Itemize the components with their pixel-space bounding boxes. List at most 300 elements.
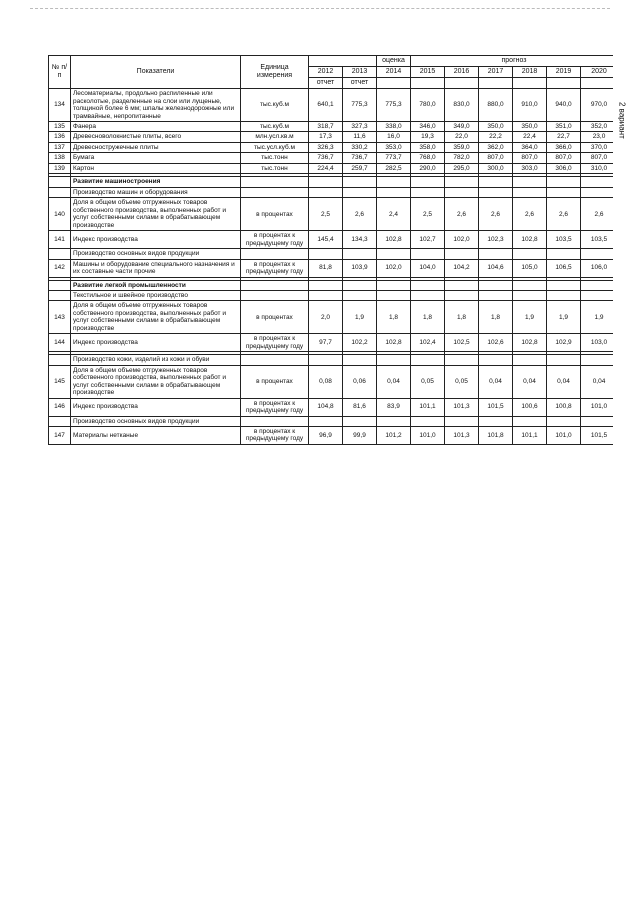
row-value [581,249,614,259]
row-value: 104,0 [411,259,445,277]
row-value: 364,0 [513,142,547,152]
row-value: 295,0 [445,163,479,173]
row-value: 103,5 [547,231,581,249]
table-row [49,89,614,122]
table-row [49,132,614,142]
row-unit: тыс.тонн [241,163,309,173]
row-indicator: Индекс производства [71,231,241,249]
row-value: 22,2 [479,132,513,142]
row-value: 16,0 [377,132,411,142]
table-row [49,153,614,163]
row-value: 775,3 [343,89,377,122]
row-number: 134 [49,89,71,122]
row-indicator: Машины и оборудование специального назначения и их составные части прочие [71,259,241,277]
table-row [49,249,614,259]
row-value: 22,4 [513,132,547,142]
row-value [343,290,377,300]
row-value: 773,7 [377,153,411,163]
row-value: 102,0 [445,231,479,249]
row-value: 351,0 [547,122,581,132]
row-unit: млн.усл.кв.м [241,132,309,142]
row-value: 2,4 [377,198,411,231]
row-unit [241,249,309,259]
row-value: 224,4 [309,163,343,173]
row-number: 143 [49,301,71,334]
row-indicator: Производство основных видов продукции [71,249,241,259]
row-value: 807,0 [581,153,614,163]
row-value: 0,04 [581,365,614,398]
table-row [49,142,614,152]
row-indicator: Производство кожи, изделий из кожи и обуви [71,355,241,365]
row-value [411,280,445,290]
row-value: 318,7 [309,122,343,132]
row-value: 100,6 [513,398,547,416]
header-year-sub [581,78,614,89]
row-value [547,280,581,290]
row-unit [241,416,309,426]
row-value: 358,0 [411,142,445,152]
row-value: 17,3 [309,132,343,142]
row-value: 0,05 [445,365,479,398]
row-value [547,249,581,259]
row-value: 350,0 [479,122,513,132]
row-value [445,290,479,300]
row-number [49,355,71,365]
row-unit: в процентах к предыдущему году [241,334,309,352]
row-value: 1,9 [581,301,614,334]
row-value: 22,0 [445,132,479,142]
row-value: 807,0 [479,153,513,163]
row-number [49,177,71,187]
row-value: 102,3 [479,231,513,249]
row-value: 101,5 [581,427,614,445]
header-year: 2019 [547,67,581,78]
header-year: 2018 [513,67,547,78]
row-value: 1,8 [377,301,411,334]
row-value: 1,9 [343,301,377,334]
row-number: 142 [49,259,71,277]
row-value: 96,9 [309,427,343,445]
row-value [309,290,343,300]
row-value: 1,8 [479,301,513,334]
row-value [513,355,547,365]
row-value: 780,0 [411,89,445,122]
table-row [49,198,614,231]
row-value: 940,0 [547,89,581,122]
table-row [49,163,614,173]
row-value [479,290,513,300]
row-value: 326,3 [309,142,343,152]
top-divider [30,8,610,9]
row-value: 104,8 [309,398,343,416]
row-value [513,187,547,197]
row-value: 103,5 [581,231,614,249]
row-value: 880,0 [479,89,513,122]
row-value: 102,8 [377,334,411,352]
row-value: 640,1 [309,89,343,122]
row-number: 141 [49,231,71,249]
row-value: 306,0 [547,163,581,173]
row-value [513,177,547,187]
header-no: № п/п [49,56,71,89]
row-value [581,280,614,290]
row-value: 282,5 [377,163,411,173]
row-unit [241,355,309,365]
row-value: 11,6 [343,132,377,142]
row-value: 101,3 [445,398,479,416]
row-value [479,249,513,259]
row-value: 101,1 [411,398,445,416]
row-number: 145 [49,365,71,398]
row-value: 2,5 [411,198,445,231]
row-value [377,249,411,259]
row-value: 362,0 [479,142,513,152]
row-number: 146 [49,398,71,416]
row-value: 145,4 [309,231,343,249]
row-value: 102,4 [411,334,445,352]
row-value: 102,9 [547,334,581,352]
row-value: 102,8 [377,231,411,249]
row-value: 105,0 [513,259,547,277]
row-value: 310,0 [581,163,614,173]
row-value: 0,04 [479,365,513,398]
row-indicator: Древесноволокнистые плиты, всего [71,132,241,142]
row-value: 102,8 [513,231,547,249]
row-indicator: Индекс производства [71,334,241,352]
header-year: 2020 [581,67,614,78]
row-value: 910,0 [513,89,547,122]
row-value: 100,8 [547,398,581,416]
table-row [49,398,614,416]
row-value: 830,0 [445,89,479,122]
row-value: 101,0 [411,427,445,445]
row-unit: в процентах [241,365,309,398]
header-year-sub: отчет [309,78,343,89]
row-value: 81,8 [309,259,343,277]
row-value [547,187,581,197]
table-wrapper [48,55,613,887]
row-value [411,249,445,259]
row-value: 23,0 [581,132,614,142]
row-value: 0,04 [377,365,411,398]
row-value: 2,6 [445,198,479,231]
row-value [581,177,614,187]
row-value: 259,7 [343,163,377,173]
row-value [309,187,343,197]
row-number: 135 [49,122,71,132]
table-row [49,259,614,277]
row-value [513,249,547,259]
row-value: 83,9 [377,398,411,416]
row-value [581,290,614,300]
row-value [479,177,513,187]
row-value: 768,0 [411,153,445,163]
row-value: 775,3 [377,89,411,122]
row-value: 102,6 [479,334,513,352]
row-value [377,187,411,197]
table-row [49,334,614,352]
row-value [411,177,445,187]
row-value: 349,0 [445,122,479,132]
row-value [377,355,411,365]
row-value: 102,7 [411,231,445,249]
header-year: 2013 [343,67,377,78]
row-number: 147 [49,427,71,445]
header-unit: Единица измерения [241,56,309,89]
row-indicator: Производство машин и оборудования [71,187,241,197]
row-value: 81,6 [343,398,377,416]
row-value [411,290,445,300]
row-unit: тыс.куб.м [241,89,309,122]
header-year: 2015 [411,67,445,78]
row-value: 134,3 [343,231,377,249]
row-value: 101,0 [581,398,614,416]
forecast-table [48,55,613,445]
row-number [49,249,71,259]
variant-label: 2 вариант [617,101,627,139]
row-number: 139 [49,163,71,173]
row-value: 352,0 [581,122,614,132]
row-value: 101,3 [445,427,479,445]
row-value: 101,1 [513,427,547,445]
row-indicator: Доля в общем объеме отгруженных товаров собственного производства, выполненных работ и услуг собственными силами в обрабатывающем производстве [71,198,241,231]
row-value [343,416,377,426]
header-year: 2012 [309,67,343,78]
table-row [49,290,614,300]
row-value: 303,0 [513,163,547,173]
row-value [479,416,513,426]
row-value: 2,6 [547,198,581,231]
row-value: 2,6 [343,198,377,231]
row-number: 144 [49,334,71,352]
row-value: 19,3 [411,132,445,142]
row-indicator: Фанера [71,122,241,132]
row-value: 103,9 [343,259,377,277]
table-row [49,122,614,132]
header-year-sub: отчет [343,78,377,89]
row-value: 0,06 [343,365,377,398]
row-unit [241,290,309,300]
header-year: 2016 [445,67,479,78]
row-value: 2,6 [513,198,547,231]
row-unit [241,280,309,290]
row-value [445,280,479,290]
header-blank [309,56,377,67]
row-value: 101,0 [547,427,581,445]
row-indicator: Индекс производства [71,398,241,416]
row-unit: тыс.усл.куб.м [241,142,309,152]
row-number: 140 [49,198,71,231]
row-value [309,249,343,259]
row-unit: в процентах к предыдущему году [241,231,309,249]
table-row [49,355,614,365]
row-value [377,290,411,300]
header-year-sub [513,78,547,89]
row-value: 101,5 [479,398,513,416]
row-value: 346,0 [411,122,445,132]
table-row [49,301,614,334]
row-value: 807,0 [547,153,581,163]
row-value: 102,2 [343,334,377,352]
row-value: 0,04 [513,365,547,398]
row-indicator: Производство основных видов продукции [71,416,241,426]
row-value: 338,0 [377,122,411,132]
row-unit: тыс.куб.м [241,122,309,132]
row-value: 970,0 [581,89,614,122]
row-value: 0,05 [411,365,445,398]
row-value [445,249,479,259]
row-value: 736,7 [309,153,343,163]
row-unit: в процентах к предыдущему году [241,398,309,416]
row-value: 101,2 [377,427,411,445]
row-value [377,416,411,426]
row-value [445,355,479,365]
row-value [343,355,377,365]
row-unit [241,177,309,187]
table-row [49,427,614,445]
row-indicator: Картон [71,163,241,173]
row-value: 22,7 [547,132,581,142]
row-value [309,177,343,187]
header-year-sub [411,78,445,89]
row-indicator: Доля в общем объеме отгруженных товаров собственного производства, выполненных работ и услуг собственными силами в обрабатывающем производстве [71,365,241,398]
row-value: 1,8 [445,301,479,334]
row-value [343,249,377,259]
row-value: 807,0 [513,153,547,163]
row-value [377,177,411,187]
row-value: 1,9 [513,301,547,334]
row-value: 736,7 [343,153,377,163]
header-estimate: оценка [377,56,411,67]
row-value [513,280,547,290]
row-value: 1,8 [411,301,445,334]
row-value [309,280,343,290]
row-value: 102,8 [513,334,547,352]
row-indicator: Доля в общем объеме отгруженных товаров собственного производства, выполненных работ и услуг собственными силами в обрабатывающем производстве [71,301,241,334]
row-value: 102,0 [377,259,411,277]
row-indicator: Древесностружечные плиты [71,142,241,152]
row-value: 97,7 [309,334,343,352]
row-value: 102,5 [445,334,479,352]
row-value [547,416,581,426]
row-value: 350,0 [513,122,547,132]
row-number [49,290,71,300]
row-value [377,280,411,290]
row-value: 1,9 [547,301,581,334]
header-row [49,56,614,67]
row-value [411,416,445,426]
row-indicator: Развитие легкой промышленности [71,280,241,290]
row-number [49,416,71,426]
header-year-sub [547,78,581,89]
row-value [547,177,581,187]
header-year: 2014 [377,67,411,78]
row-value: 101,8 [479,427,513,445]
row-indicator: Лесоматериалы, продольно распиленные или расколотые, разделенные на слои или лущеные, толщиной более 6 мм; шпалы железнодорожные или трамвайные, непропитанные [71,89,241,122]
row-value: 782,0 [445,153,479,163]
row-value [445,187,479,197]
row-value: 2,6 [581,198,614,231]
row-value [445,416,479,426]
row-value [581,187,614,197]
row-value: 99,9 [343,427,377,445]
row-number: 138 [49,153,71,163]
row-unit: в процентах [241,198,309,231]
row-value: 359,0 [445,142,479,152]
row-value [445,177,479,187]
row-value [343,280,377,290]
row-value: 290,0 [411,163,445,173]
row-value [581,416,614,426]
header-year-sub [479,78,513,89]
row-value: 2,5 [309,198,343,231]
row-value: 106,0 [581,259,614,277]
row-value: 330,2 [343,142,377,152]
row-value [343,177,377,187]
row-value: 103,0 [581,334,614,352]
table-row [49,177,614,187]
row-value: 104,6 [479,259,513,277]
row-unit: в процентах к предыдущему году [241,427,309,445]
row-value [547,355,581,365]
row-number [49,280,71,290]
row-number [49,187,71,197]
header-indicators: Показатели [71,56,241,89]
row-value [479,355,513,365]
row-value [479,280,513,290]
row-value: 0,04 [547,365,581,398]
row-value [513,416,547,426]
row-value: 353,0 [377,142,411,152]
row-value [581,355,614,365]
row-unit: в процентах к предыдущему году [241,259,309,277]
row-indicator: Бумага [71,153,241,163]
row-value: 370,0 [581,142,614,152]
row-number: 136 [49,132,71,142]
row-value [547,290,581,300]
row-unit [241,187,309,197]
header-year-sub [445,78,479,89]
table-row [49,416,614,426]
row-value [513,290,547,300]
row-value: 2,0 [309,301,343,334]
row-value: 0,08 [309,365,343,398]
row-indicator: Материалы нетканые [71,427,241,445]
row-value: 104,2 [445,259,479,277]
row-value [309,416,343,426]
row-unit: тыс.тонн [241,153,309,163]
table-row [49,187,614,197]
row-value: 327,3 [343,122,377,132]
table-row [49,280,614,290]
row-indicator: Развитие машиностроения [71,177,241,187]
row-indicator: Текстильное и швейное производство [71,290,241,300]
table-row [49,231,614,249]
row-value: 2,6 [479,198,513,231]
row-unit: в процентах [241,301,309,334]
row-value [343,187,377,197]
row-value: 366,0 [547,142,581,152]
table-row [49,365,614,398]
header-year-sub [377,78,411,89]
row-value [479,187,513,197]
header-year: 2017 [479,67,513,78]
row-value [411,355,445,365]
header-forecast: прогноз [411,56,614,67]
row-value: 106,5 [547,259,581,277]
row-number: 137 [49,142,71,152]
row-value [411,187,445,197]
